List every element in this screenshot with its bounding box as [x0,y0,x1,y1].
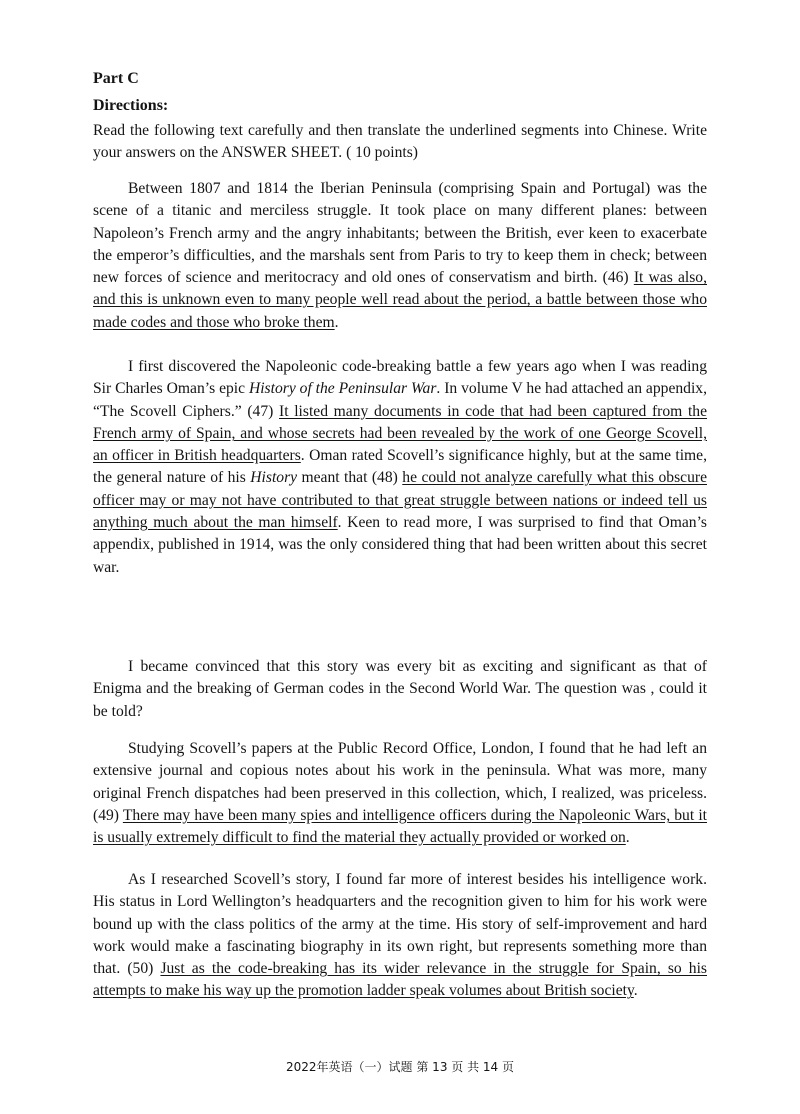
paragraph-1-text: Between 1807 and 1814 the Iberian Peninsula (comprising Spain and Portugal) was the scene of a titanic and merciless struggle. It took place on many different planes: between Napoleon’s French army and the angry inhabitants; between the British, ever keen to exacerbate the emperor’s difficulties, and the marshals sent from Paris to try to keep them in check; between new forces of science and meritocracy and old ones of conservatism and birth. (46) [93,180,707,287]
paragraph-2-text-a: I first discovered the Napoleonic code-breaking battle a few years ago when I was reading Sir Charles Oman’s epic [93,358,707,398]
directions-text: Read the following text carefully and then translate the underlined segments into Chinese. Write your answers on the ANSWER SHEET. ( 10 points) [93,122,707,162]
directions-label: Directions: [93,97,169,114]
underlined-segment-46: It was also, and this is unknown even to many people well read about the period, a battle between those who made codes and those who broke them [93,269,707,331]
paragraph-1-end: . [334,313,339,331]
paragraph-5-end: . [633,982,638,1000]
paragraph-5 [93,869,707,1003]
paragraph-2 [93,356,707,579]
page-footer: 2022年英语（一）试题 第 13 页 共 14 页 [286,1060,514,1074]
paragraph-4-text: Studying Scovell’s papers at the Public Record Office, London, I found that he had left an extensive journal and copious notes about his work in the peninsula. What was more, many original French dispatches had been preserved in this collection, which, I realized, was priceless. (49) [93,740,707,824]
paragraph-3: I became convinced that this story was every bit as exciting and significant as that of Enigma and the breaking of German codes in the Second World War. The question was , could it be told? [93,658,707,720]
paragraph-4-end: . [625,829,630,847]
paragraph-2-text-b: . In volume V he had attached an appendix, “The Scovell Ciphers.” (47) [93,380,707,420]
underlined-segment-50: Just as the code-breaking has its wider relevance in the struggle for Spain, so his attempts to make his way up the promotion ladder speak volumes about British society [93,960,707,1000]
underlined-segment-48: he could not analyze carefully what this obscure officer may or may not have contributed to that great struggle between nations or indeed tell us anything much about the man himself [93,469,707,532]
paragraph-2-text-e: . Keen to read more, I was surprised to find that Oman’s appendix, published in 1914, was the only considered thing that had been written about this secret war. [93,514,707,576]
part-title: Part C [93,70,139,87]
paragraph-2-text-d: meant that (48) [297,469,403,487]
book-title-history: History [250,469,298,487]
paragraph-5-text: As I researched Scovell’s story, I found far more of interest besides his intelligence work. His status in Lord Wellington’s headquarters and the recognition given to him for his work were bound up with the class politics of the army at the time. His story of self-improvement and hard work would make a fascinating biography in its own right, but represents something more than that. (50) [93,871,707,978]
underlined-segment-49: There may have been many spies and intelligence officers during the Napoleonic Wars, but it is usually extremely difficult to find the material they actually provided or worked on [93,806,707,847]
book-title-history-of-the-peninsular-war: History of the Peninsular War [248,380,437,398]
paragraph-2-text-c: . Oman rated Scovell’s significance highly, but at the same time, the general nature of his [93,447,707,487]
underlined-segment-47: It listed many documents in code that had been captured from the French army of Spain, and whose secrets had been revealed by the work of one George Scovell, an officer in British headquarters [93,402,708,465]
paragraph-1 [93,178,707,334]
paragraph-4 [93,738,707,849]
